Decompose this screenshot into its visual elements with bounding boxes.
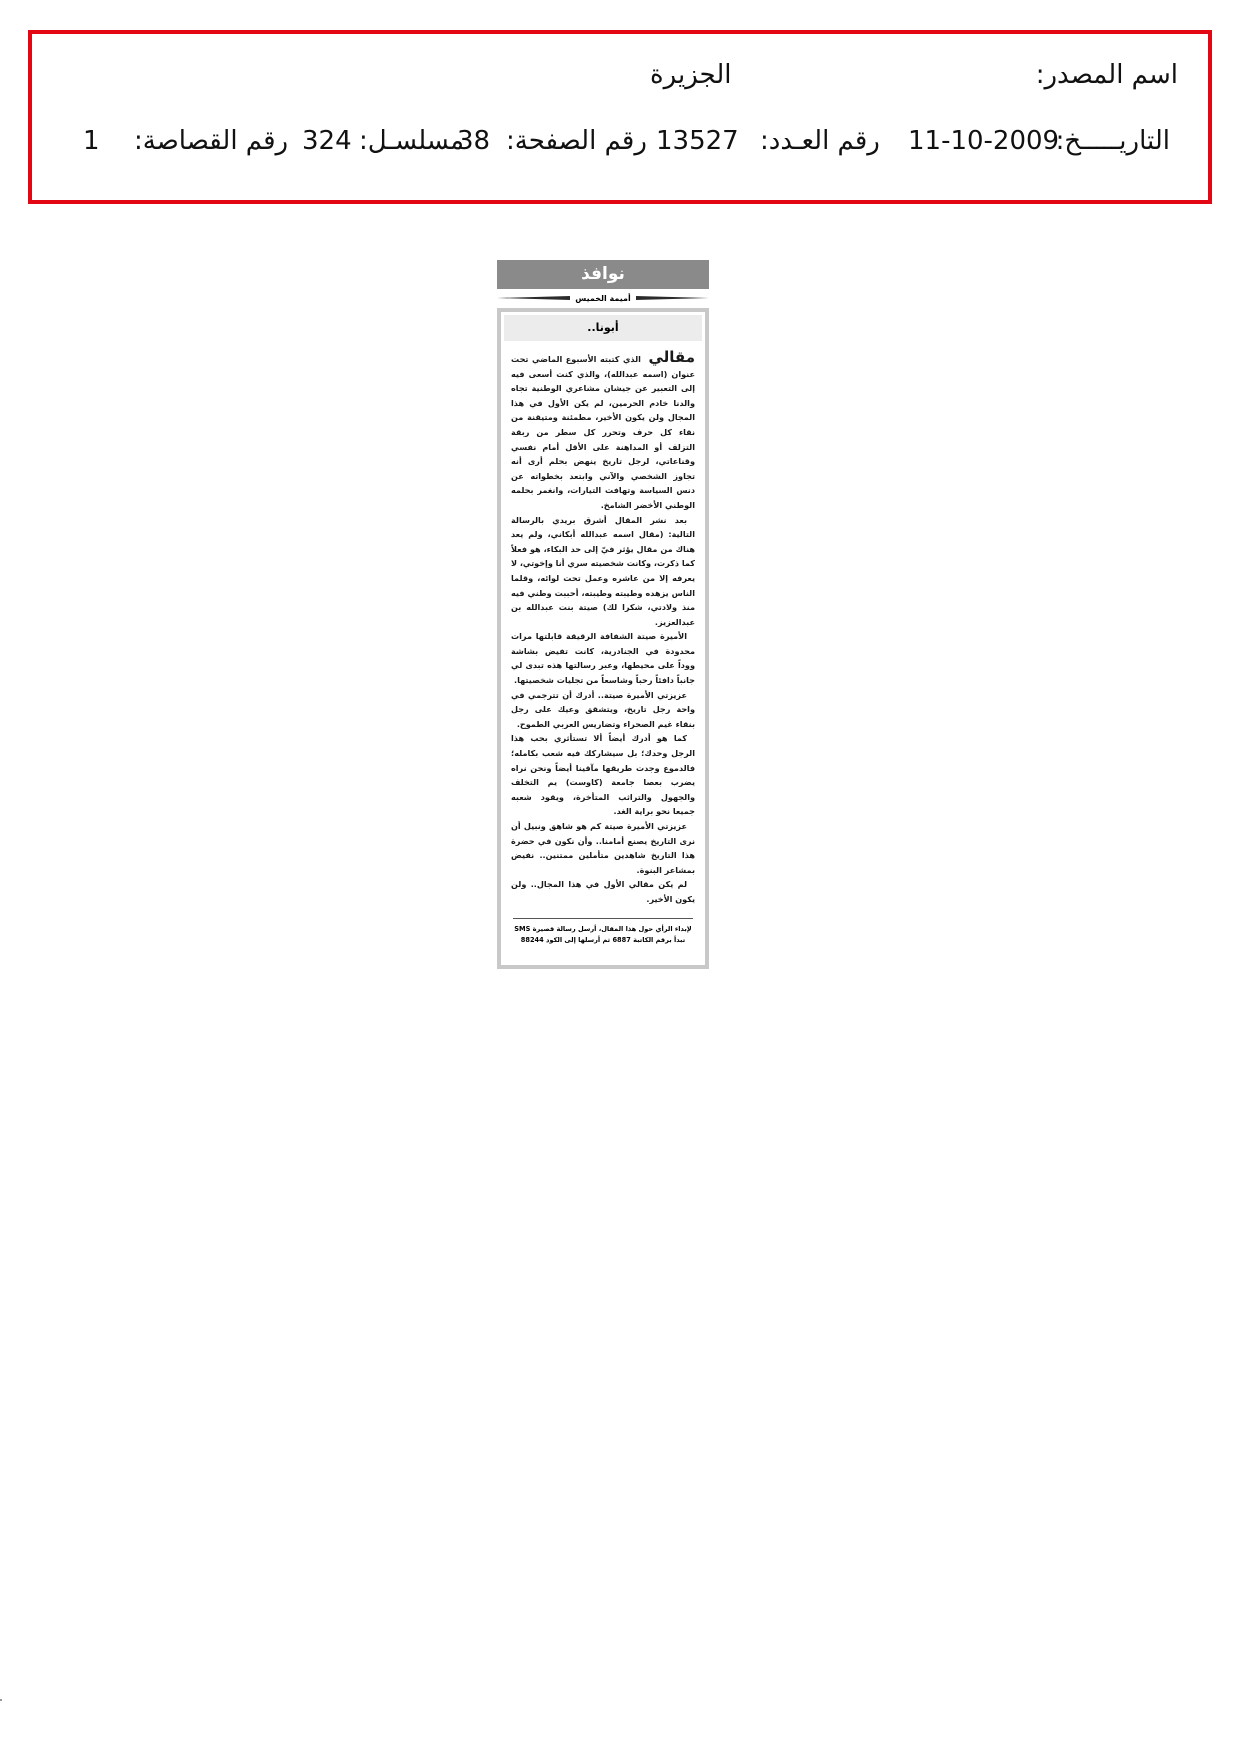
article-paragraph: عزيزتي الأميرة صيتة.. أدرك أن تترجمي في واحة رجل تاريخ، ويتشقق وعيك على رجل بنقاء غيم الصحراء وتضاريس العربي الطموح.: [511, 689, 695, 729]
article-paragraph: بعد نشر المقال أشرق بريدي بالرسالة التالية: (مقال اسمه عبدالله أبكاني، ولم يعد هناك من مقال يؤثر فيّ إلى حد البكاء، هو فعلاً كما ذكرت، وكانت شخصيته سري أنا وإخوتي، لا يعرفه إلا من عاشره وعمل تحت لوائه، وقلما الناس يزهده وطيبته وطيبته، أحببت وطني فيه منذ ولادتي، شكرا لك) صيتة بنت عبدالله بن عبدالعزيز.: [511, 514, 695, 627]
serial-label: مسلسـل:: [359, 126, 464, 156]
metadata-frame: [28, 30, 1212, 204]
issue-label: رقم العـدد:: [760, 126, 880, 156]
article-paragraph: عزيزتي الأميرة صيتة كم هو شاهق ونبيل أن نرى التاريخ يصنع أمامنا.. وأن نكون في حضرة هذا التاريخ شاهدين متأملين ممتنين.. نفيض بمشاعر البنوة.: [511, 821, 695, 875]
serial-value: 324: [302, 126, 352, 156]
paragraph-text: الذي كتبته الأسبوع الماضي تحت عنوان (اسمه عبدالله)، والذي كنت أسعى فيه إلى التعبير عن جيشان مشاعري الوطنية تجاه والدنا خادم الحرمين، لم يكن الأول في هذا المجال ولن يكون الأخير، مطمئنة ومتيقنة من نقاء كل حرف وتحرر كل سطر من ربقة التزلف أو المداهنة على الأقل أمام نفسي وقناعاتي، لرجل تاريخ ينهض بحلم أرى أنه تجاوز الشخصي والآني وابتعد بخطواته عن دنس السياسة وتهافت التيارات، وانغمر بحلمه الوطني الأخضر الشامخ.: [511, 354, 695, 510]
sms-footer-note: [509, 924, 697, 946]
page-value: 38: [457, 126, 491, 156]
article-paragraph: لم يكن مقالي الأول في هذا المجال.. ولن يكون الأخير.: [511, 879, 695, 904]
clip-label: رقم القصاصة:: [134, 126, 289, 156]
newspaper-clipping: [497, 260, 709, 969]
issue-value: 13527: [656, 126, 739, 156]
byline-rule-left: [497, 296, 570, 300]
sms-footer-line-2: تبدأ برقم الكاتبة 6887 ثم أرسلها إلى الكود 88244: [520, 936, 686, 944]
page-label: رقم الصفحة:: [506, 126, 647, 156]
article-paragraph: كما هو أدرك أيضاً ألا تستأثري بحب هذا الرجل وحدك؛ بل سيشاركك فيه شعب بكامله؛ فالدموع وجدت طريقها مآقينا أيضاً ونحن نراه يضرب بعصا جامعة (كاوست) يم التخلف والجهول والتراثب المتأخرة، ويقود شعبه جميعا نحو براية الغد.: [511, 733, 695, 817]
article-paragraph: [511, 350, 695, 513]
date-label: التاريـــــخ:: [1055, 126, 1170, 156]
article-frame: [497, 308, 709, 969]
author-byline: [497, 291, 709, 305]
source-value: الجزيرة: [650, 60, 732, 90]
article-title: أبونا..: [504, 315, 702, 341]
footer-divider: [513, 918, 693, 919]
article-body: [511, 350, 695, 910]
article-kicker: مقالي: [648, 350, 695, 366]
scan-speck: [0, 1699, 2, 1701]
author-name: أميمة الخميس: [575, 293, 631, 303]
column-name: نوافذ: [497, 260, 709, 289]
date-value: 11-10-2009: [908, 126, 1060, 156]
clip-value: 1: [83, 126, 100, 156]
source-label: اسم المصدر:: [1035, 60, 1178, 90]
byline-rule-right: [636, 296, 709, 300]
article-paragraph: الأميرة صيتة الشفافة الرقيقة قابلتها مرات محدودة في الجنادرية، كانت تفيض بشاشة ووداً على محيطها، وعبر رسالتها هذه تبدى لي جانباً دافئاً رحباً وشاسعاً من تجليات شخصيتها.: [511, 631, 695, 686]
sms-footer-line-1: لإبداء الرأي حول هذا المقال، أرسل رسالة قصيرة SMS: [514, 925, 692, 933]
